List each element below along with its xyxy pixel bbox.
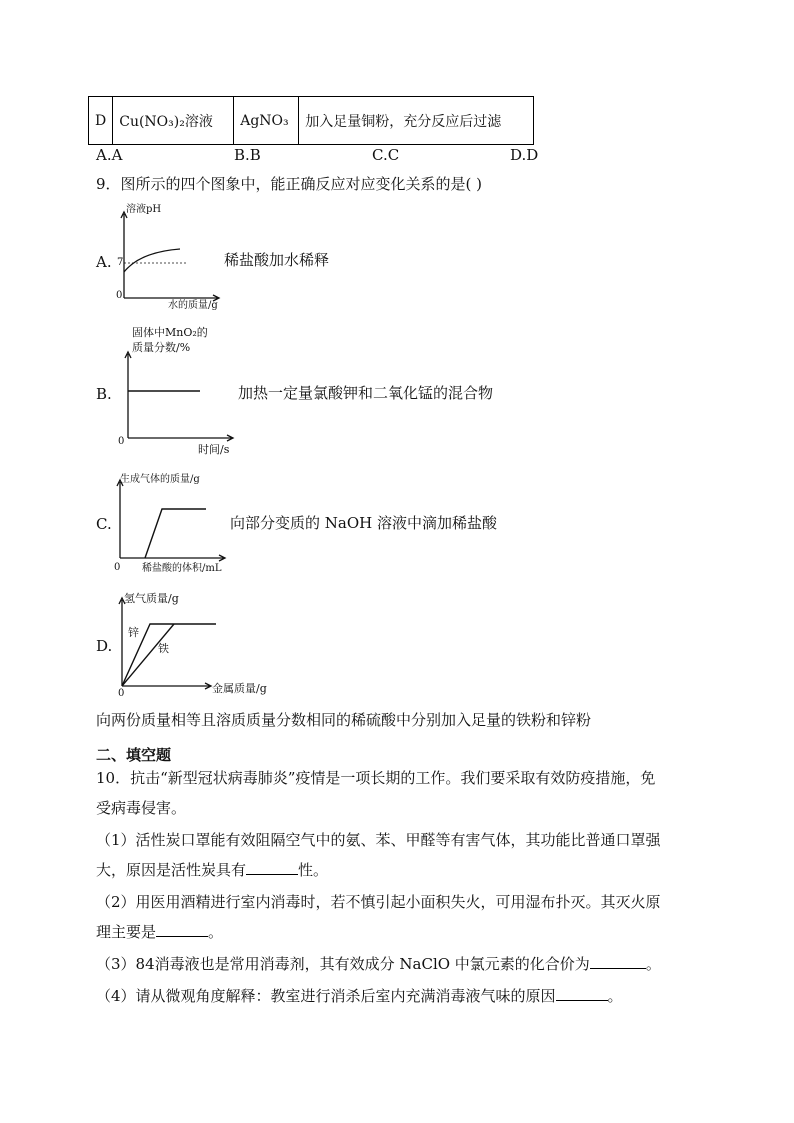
q10-p2-text-a: 理主要是 [96,923,157,941]
graph-d-xlabel: 金属质量/g [212,682,267,695]
table-cell-option: D [89,97,113,145]
q9-option-b-desc: 加热一定量氯酸钾和二氧化锰的混合物 [238,384,494,402]
graph-d-line-zinc [122,624,216,686]
q10-p2-text-b: 。 [208,923,224,941]
q10-p1-blank[interactable] [246,860,298,875]
q8-option-c[interactable]: C.C [372,146,400,164]
graph-c-ylabel: 生成气体的质量/g [120,474,200,485]
q10-p4-blank[interactable] [556,986,608,1001]
q10-p3-text-a: （3）84消毒液也是常用消毒剂，其有效成分 NaClO 中氯元素的化合价为 [96,955,590,973]
q10-p1-line-1: （1）活性炭口罩能有效阻隔空气中的氨、苯、甲醛等有害气体，其功能比普通口罩强 [96,831,661,849]
graph-c [114,478,234,568]
q10-p1-text-a: 大，原因是活性炭具有 [96,861,247,879]
q10-p2-blank[interactable] [156,922,208,937]
q9-option-b-label[interactable]: B. [96,385,112,403]
graph-d [116,596,226,696]
q9-option-a-label[interactable]: A. [96,253,112,271]
q9-option-d-label[interactable]: D. [96,637,113,655]
q10-p3-text-b: 。 [645,955,661,973]
q10-p4-text-a: （4）请从微观角度解释：教室进行消杀后室内充满消毒液气味的原因 [96,987,556,1005]
graph-a-xlabel: 水的质量/g [168,300,218,311]
q8-option-a[interactable]: A.A [96,146,123,164]
q9-option-d-desc: 向两份质量相等且溶质质量分数相同的稀硫酸中分别加入足量的铁粉和锌粉 [96,711,592,729]
graph-d-origin: 0 [118,688,125,699]
graph-a [118,210,228,310]
table-row [89,97,534,145]
graph-a-origin: 0 [116,290,123,301]
q8-option-d[interactable]: D.D [510,146,539,164]
graph-d-label-zinc: 锌 [128,626,139,639]
q9-option-a-desc: 稀盐酸加水稀释 [224,251,330,269]
graph-d-label-iron: 铁 [158,642,169,655]
graph-b-xlabel: 时间/s [198,443,230,456]
q10-p1-line-2 [96,860,328,880]
q10-p4-line [96,986,623,1006]
q9-option-c-label[interactable]: C. [96,515,112,533]
q10-p2-line-1: （2）用医用酒精进行室内消毒时，若不慎引起小面积失火，可用湿布扑灭。其灭火原 [96,893,661,911]
graph-c-xlabel: 稀盐酸的体积/mL [142,563,222,574]
q10-p1-text-b: 性。 [298,861,329,879]
graph-d-ylabel: 氢气质量/g [124,592,179,605]
graph-b-ylabel-2: 质量分数/% [132,341,191,354]
table-cell-substance: Cu(NO₃)₂溶液 [113,97,234,145]
q10-line-1: 10．抗击“新型冠状病毒肺炎”疫情是一项长期的工作。我们要采取有效防疫措施，免 [96,769,656,787]
graph-a-curve [124,249,180,272]
table-cell-method: 加入足量铜粉，充分反应后过滤 [299,97,534,145]
q10-p3-line [96,954,661,974]
section-title: 二、填空题 [96,746,172,764]
q10-p4-text-b: 。 [607,987,623,1005]
table-cell-impurity: AgNO₃ [234,97,299,145]
q10-p3-blank[interactable] [590,954,646,969]
graph-c-line [145,509,206,558]
graph-b-origin: 0 [118,436,125,447]
graph-b [122,350,242,450]
graph-c-origin: 0 [114,562,121,573]
q10-line-2: 受病毒侵害。 [96,799,187,817]
q10-p2-line-2 [96,922,223,942]
q9-option-c-desc: 向部分变质的 NaOH 溶液中滴加稀盐酸 [230,514,497,532]
q9-stem: 9．图所示的四个图象中，能正确反应对应变化关系的是( ) [96,175,483,193]
graph-a-mark-7: 7 [117,257,124,268]
answer-table [88,96,534,145]
graph-d-line-iron [122,624,174,686]
graph-b-ylabel-1: 固体中MnO₂的 [132,326,208,339]
graph-a-ylabel: 溶液pH [126,204,162,215]
q8-option-b[interactable]: B.B [234,146,261,164]
